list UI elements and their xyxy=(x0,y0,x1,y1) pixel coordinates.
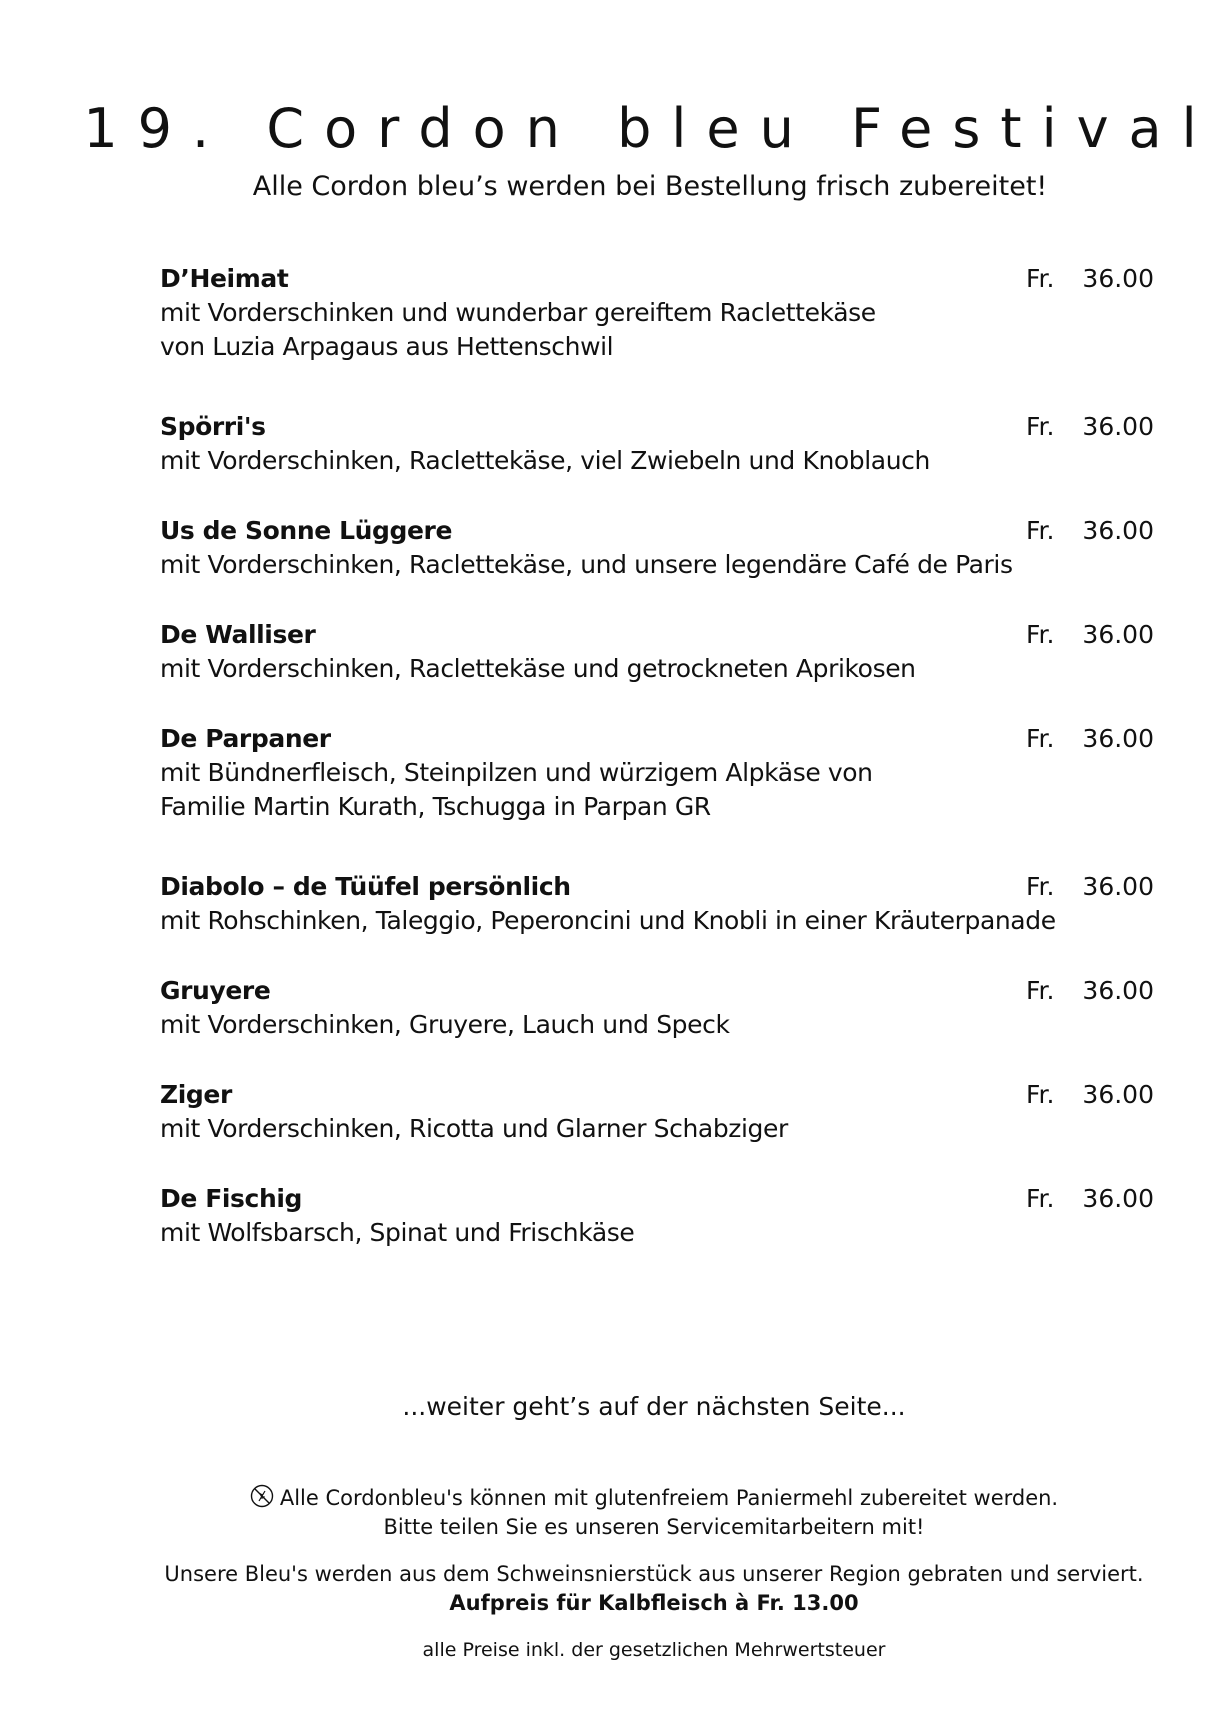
menu-list xyxy=(160,262,1154,1250)
price-currency: Fr. xyxy=(1026,264,1055,293)
page-subtitle: Alle Cordon bleu’s werden bei Bestellung frisch zubereitet! xyxy=(252,171,1048,202)
menu-item-name: De Walliser xyxy=(160,620,316,649)
menu-item-name: Us de Sonne Lüggere xyxy=(160,516,453,545)
menu-item-description: von Luzia Arpagaus aus Hettenschwil xyxy=(160,332,614,361)
menu-item-name: Gruyere xyxy=(160,976,271,1005)
price-currency: Fr. xyxy=(1026,1080,1055,1109)
price-amount: 36.00 xyxy=(1082,264,1154,293)
menu-item-description: mit Vorderschinken, Raclettekäse, und unsere legendäre Café de Paris xyxy=(160,550,1013,579)
menu-item-description: mit Vorderschinken und wunderbar gereiftem Raclettekäse xyxy=(160,298,876,327)
menu-item-description: mit Vorderschinken, Raclettekäse, viel Zwiebeln und Knoblauch xyxy=(160,446,930,475)
price-amount: 36.00 xyxy=(1082,872,1154,901)
gluten-free-icon xyxy=(250,1484,274,1508)
menu-item xyxy=(160,410,1154,478)
price-currency: Fr. xyxy=(1026,976,1055,1005)
price-amount: 36.00 xyxy=(1082,724,1154,753)
menu-item-description: mit Rohschinken, Taleggio, Peperoncini und Knobli in einer Kräuterpanade xyxy=(160,906,1056,935)
menu-item xyxy=(160,514,1154,582)
menu-item xyxy=(160,262,1154,364)
price-amount: 36.00 xyxy=(1082,1184,1154,1213)
menu-item-name: De Fischig xyxy=(160,1184,303,1213)
gluten-free-note xyxy=(0,1484,1222,1512)
gluten-free-text: Alle Cordonbleu's können mit glutenfreiem Paniermehl zubereitet werden. xyxy=(279,1486,1059,1510)
menu-item-description: mit Vorderschinken, Ricotta und Glarner Schabziger xyxy=(160,1114,788,1143)
menu-item-name: D’Heimat xyxy=(160,264,289,293)
menu-item xyxy=(160,870,1154,938)
veal-surcharge-note: Aufpreis für Kalbfleisch à Fr. 13.00 xyxy=(449,1591,859,1615)
menu-item-name: De Parpaner xyxy=(160,724,331,753)
menu-item xyxy=(160,722,1154,824)
menu-item-description: Familie Martin Kurath, Tschugga in Parpan GR xyxy=(160,792,711,821)
menu-item xyxy=(160,1078,1154,1146)
inform-staff-note: Bitte teilen Sie es unseren Servicemitarbeitern mit! xyxy=(383,1515,925,1539)
price-amount: 36.00 xyxy=(1082,412,1154,441)
price-amount: 36.00 xyxy=(1082,1080,1154,1109)
menu-item xyxy=(160,618,1154,686)
menu-item-name: Spörri's xyxy=(160,412,266,441)
menu-item xyxy=(160,1182,1154,1250)
menu-item-name: Diabolo – de Tüüfel persönlich xyxy=(160,872,571,901)
price-currency: Fr. xyxy=(1026,412,1055,441)
price-currency: Fr. xyxy=(1026,1184,1055,1213)
price-currency: Fr. xyxy=(1026,872,1055,901)
price-currency: Fr. xyxy=(1026,724,1055,753)
page-title: 19. Cordon bleu Festival xyxy=(83,97,1217,160)
menu-item-description: mit Vorderschinken, Gruyere, Lauch und Speck xyxy=(160,1010,730,1039)
price-currency: Fr. xyxy=(1026,516,1055,545)
menu-item-description: mit Wolfsbarsch, Spinat und Frischkäse xyxy=(160,1218,635,1247)
menu-item-description: mit Vorderschinken, Raclettekäse und getrockneten Aprikosen xyxy=(160,654,916,683)
menu-item-description: mit Bündnerfleisch, Steinpilzen und würzigem Alpkäse von xyxy=(160,758,873,787)
pork-origin-note: Unsere Bleu's werden aus dem Schweinsnierstück aus unserer Region gebraten und serviert. xyxy=(164,1562,1144,1586)
vat-note: alle Preise inkl. der gesetzlichen Mehrwertsteuer xyxy=(422,1639,886,1661)
price-amount: 36.00 xyxy=(1082,516,1154,545)
price-amount: 36.00 xyxy=(1082,976,1154,1005)
continue-note: ...weiter geht’s auf der nächsten Seite... xyxy=(402,1392,906,1421)
menu-item-name: Ziger xyxy=(160,1080,232,1109)
menu-item xyxy=(160,974,1154,1042)
price-currency: Fr. xyxy=(1026,620,1055,649)
price-amount: 36.00 xyxy=(1082,620,1154,649)
